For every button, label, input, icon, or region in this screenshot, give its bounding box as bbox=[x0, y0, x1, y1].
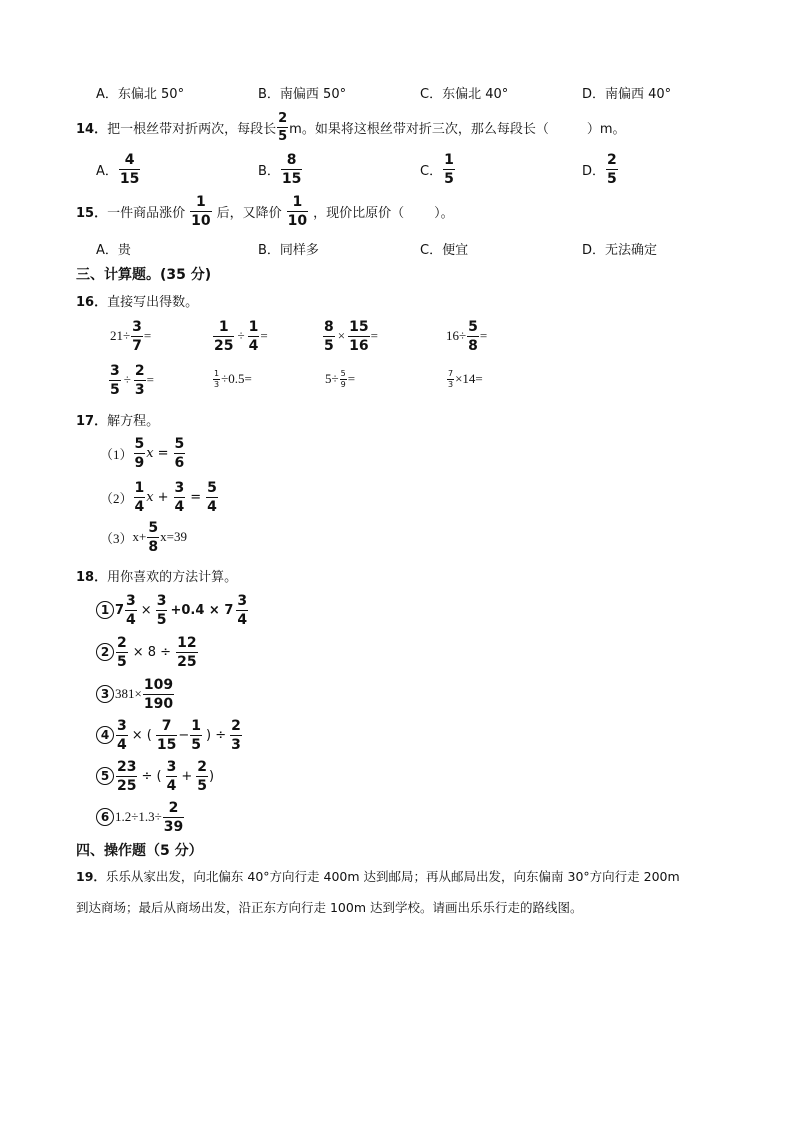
fraction: $\frac{2}{5}$ bbox=[117, 634, 127, 670]
mental-math-1: 21÷ $\frac{3}{7}$ = bbox=[110, 318, 152, 354]
fraction: $\frac{3}{7}$ bbox=[132, 318, 142, 354]
question-text: 乐乐从家出发，向北偏东 40°方向行走 400m 达到邮局；再从邮局出发，向东偏南 30°方向行走 200m bbox=[105, 869, 680, 884]
fraction: $\frac{5}{4}$ bbox=[207, 479, 217, 515]
question-19 bbox=[76, 867, 680, 885]
calc-item-3: 3 381× $\frac{109}{190}$ bbox=[96, 676, 175, 712]
fraction: $\frac{3}{4}$ bbox=[117, 717, 127, 753]
fraction: $\frac{1}{4}$ bbox=[248, 318, 259, 354]
fraction: $\frac{2}{5}$ bbox=[197, 758, 207, 794]
fraction: $\frac{2}{3}$ bbox=[231, 717, 241, 753]
circled-number: 1 bbox=[96, 601, 114, 619]
question-text: 解方程。 bbox=[107, 414, 160, 429]
question-number: 18． bbox=[76, 570, 108, 585]
question-number: 17． bbox=[76, 414, 108, 429]
q14-option-b: B． $\frac{8}{15}$ bbox=[258, 151, 302, 187]
fraction: $\frac{1}{10}$ bbox=[191, 193, 211, 229]
q14-option-d: D． $\frac{2}{5}$ bbox=[582, 151, 617, 187]
question-17 bbox=[76, 410, 159, 429]
calc-item-2: 2 $\frac{2}{5}$ × 8 ÷ $\frac{12}{25}$ bbox=[96, 634, 199, 670]
fraction: $\frac{15}{16}$ bbox=[349, 318, 369, 354]
question-text: 把一根丝带对折两次，每段长 bbox=[107, 121, 277, 137]
fraction: $\frac{109}{190}$ bbox=[143, 676, 174, 712]
fraction: $\frac{5}{6}$ bbox=[174, 435, 185, 471]
question-number: 14． bbox=[76, 121, 108, 137]
question-text: ，现价比原价（ bbox=[313, 205, 405, 221]
circled-number: 5 bbox=[96, 767, 114, 785]
fraction: $\frac{5}{9}$ bbox=[134, 435, 145, 471]
question-text: 用你喜欢的方法计算。 bbox=[107, 570, 238, 585]
question-number: 16． bbox=[76, 295, 108, 310]
fraction: $\frac{1}{10}$ bbox=[287, 193, 308, 229]
equation-2: （2） $\frac{1}{4}$ x + $\frac{3}{4}$ = $\frac{5}{4}$ bbox=[100, 479, 217, 515]
q13-option-d: D．南偏西 40° bbox=[582, 87, 672, 102]
q15-option-b: B．同样多 bbox=[258, 243, 319, 258]
calc-item-6: 6 1.2÷1.3÷ $\frac{2}{39}$ bbox=[96, 799, 185, 835]
fraction: $\frac{3}{5}$ bbox=[156, 592, 167, 628]
mental-math-2: $\frac{1}{25}$ ÷ $\frac{1}{4}$ = bbox=[214, 318, 268, 354]
question-text: ）m。 bbox=[586, 121, 626, 137]
fraction: $\frac{2}{5}$ bbox=[278, 110, 288, 144]
fraction: $\frac{2}{5}$ bbox=[607, 151, 617, 187]
fraction: $\frac{1}{4}$ bbox=[134, 479, 145, 515]
fraction: $\frac{3}{4}$ bbox=[174, 479, 185, 515]
fraction: $\frac{4}{15}$ bbox=[119, 151, 140, 187]
fraction: $\frac{8}{5}$ bbox=[324, 318, 334, 354]
section-title-operation: 四、操作题（5 分） bbox=[76, 843, 203, 859]
question-15 bbox=[76, 194, 454, 228]
circled-number: 4 bbox=[96, 726, 114, 744]
fraction: $\frac{23}{25}$ bbox=[117, 758, 137, 794]
fraction: $\frac{3}{4}$ bbox=[237, 592, 248, 628]
calc-item-1: 1 7 $\frac{3}{4}$ × $\frac{3}{5}$ +0.4 × 7 $\frac{3}{4}$ bbox=[96, 592, 249, 628]
q13-option-a: A．东偏北 50° bbox=[96, 87, 185, 102]
mental-math-3: $\frac{8}{5}$ × $\frac{15}{16}$ = bbox=[324, 318, 378, 354]
question-text: 后，又降价 bbox=[216, 205, 282, 221]
question-text: 到达商场；最后从商场出发，沿正东方向行走 100m 达到学校。请画出乐乐行走的路线图。 bbox=[76, 900, 583, 915]
circled-number: 3 bbox=[96, 685, 114, 703]
equation-1: （1） $\frac{5}{9}$ x = $\frac{5}{6}$ bbox=[100, 435, 185, 471]
mental-math-4: 16÷ $\frac{5}{8}$ = bbox=[446, 318, 488, 354]
fraction: $\frac{7}{3}$ bbox=[448, 368, 454, 389]
fraction: $\frac{12}{25}$ bbox=[177, 634, 197, 670]
q14-option-a: A． $\frac{4}{15}$ bbox=[96, 151, 140, 187]
q15-option-a: A．贵 bbox=[96, 243, 131, 258]
q13-option-b: B．南偏西 50° bbox=[258, 87, 347, 102]
question-text: m。如果将这根丝带对折三次，那么每段长（ bbox=[289, 121, 549, 137]
q14-option-c: C． $\frac{1}{5}$ bbox=[420, 151, 454, 187]
question-number: 15． bbox=[76, 205, 108, 221]
section-title-calculation: 三、计算题。(35 分) bbox=[76, 267, 212, 283]
q15-option-d: D．无法确定 bbox=[582, 243, 658, 258]
fraction: $\frac{1}{5}$ bbox=[191, 717, 201, 753]
question-18 bbox=[76, 566, 237, 585]
mental-math-6: $\frac{1}{3}$ ÷0.5= bbox=[214, 368, 252, 389]
question-16 bbox=[76, 291, 198, 310]
question-text: 一件商品涨价 bbox=[107, 205, 186, 221]
fraction: $\frac{5}{8}$ bbox=[468, 318, 478, 354]
fraction: $\frac{2}{39}$ bbox=[163, 799, 184, 835]
fraction: $\frac{1}{25}$ bbox=[214, 318, 234, 354]
calc-item-4: 4 $\frac{3}{4}$ × ( $\frac{7}{15}$ − $\frac{1}{5}$ ) ÷ $\frac{2}{3}$ bbox=[96, 717, 243, 753]
fraction: $\frac{5}{8}$ bbox=[148, 519, 159, 555]
fraction: $\frac{5}{9}$ bbox=[340, 368, 346, 389]
mental-math-5: $\frac{3}{5}$ ÷ $\frac{2}{3}$ = bbox=[110, 362, 154, 398]
question-text: ）。 bbox=[434, 205, 454, 221]
fraction: $\frac{8}{15}$ bbox=[281, 151, 302, 187]
circled-number: 6 bbox=[96, 808, 114, 826]
q13-option-c: C．东偏北 40° bbox=[420, 87, 509, 102]
mental-math-8: $\frac{7}{3}$ ×14= bbox=[448, 368, 483, 389]
fraction: $\frac{3}{5}$ bbox=[110, 362, 120, 398]
question-number: 19． bbox=[76, 869, 106, 884]
fraction: $\frac{3}{4}$ bbox=[166, 758, 177, 794]
circled-number: 2 bbox=[96, 643, 114, 661]
q15-option-c: C．便宜 bbox=[420, 243, 469, 258]
question-14 bbox=[76, 112, 626, 142]
fraction: $\frac{1}{3}$ bbox=[214, 368, 220, 389]
question-text: 直接写出得数。 bbox=[107, 295, 199, 310]
fraction: $\frac{2}{3}$ bbox=[134, 362, 145, 398]
fraction: $\frac{7}{15}$ bbox=[156, 717, 177, 753]
equation-3: （3） x+ $\frac{5}{8}$ x=39 bbox=[100, 519, 187, 555]
calc-item-5: 5 $\frac{23}{25}$ ÷ ( $\frac{3}{4}$ + $\frac{2}{5}$ ) bbox=[96, 758, 214, 794]
fraction: $\frac{3}{4}$ bbox=[126, 592, 136, 628]
fraction: $\frac{1}{5}$ bbox=[444, 151, 454, 187]
mental-math-7: 5÷ $\frac{5}{9}$ = bbox=[325, 368, 356, 389]
